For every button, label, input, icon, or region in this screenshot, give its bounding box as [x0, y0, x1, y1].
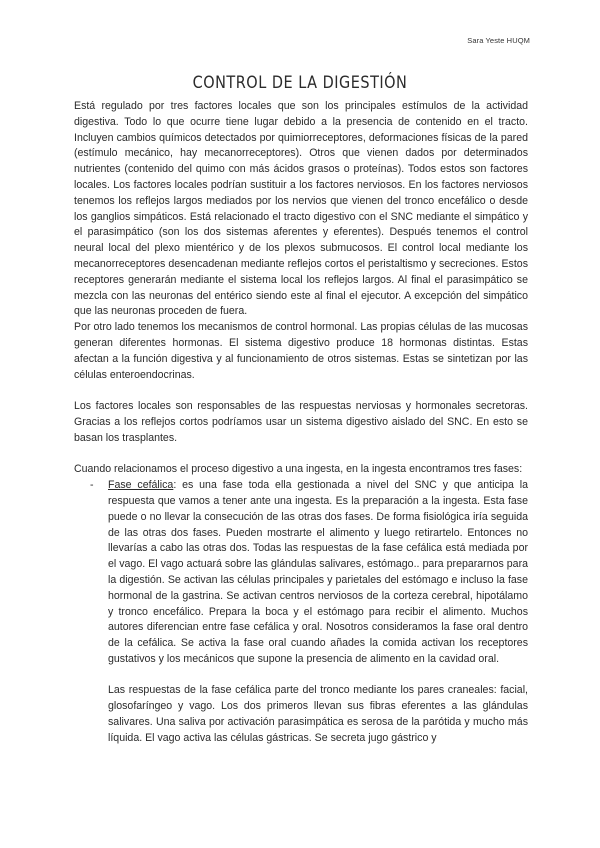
list-bullet: - [90, 479, 94, 492]
phase-description: : es una fase toda ella gestionada a nivel del SNC y que anticipa la respuesta que vamos a tener ante una ingesta. Es la preparación a la ingesta. Esta fase puede o no llevar la consecución de las otras dos fases. De forma fisiológica iría seguida de las otras dos fases. Pueden mostrarte el alimento y luego retirartelo. Entonces no llevarías a cabo las otras dos. Todas las respuestas de la fase cefálica está mediada por el vago. El vago actuará sobre las glándulas salivares, estómago.. para prepararnos para la digestión. Se activan las células principales y parietales del estómago e incluso la fase hormonal de la gastrina. Se activan centros nerviosos de la corteza cerebral, hipotálamo y tronco encefálico. Prepara la boca y el estómago para recibir el alimento. Muchos autores diferencian entre fase cefálica y oral. Nosotros consideramos la fase oral dentro de la cefálica. Se activa la fase oral cuando añades la comida activan los receptores gustativos y los mecánicos que supone la presencia de alimento en la cavidad oral. [108, 479, 528, 665]
phase-term: Fase cefálica [108, 479, 174, 492]
document-title: CONTROL DE LA DIGESTIÓN [192, 73, 408, 93]
spacer [74, 383, 528, 399]
paragraph-local-factors: Está regulado por tres factores locales que son los principales estímulos de la actividad digestiva. Todo lo que ocurre tiene lugar debido a la presencia de contenido en el tracto. Incluyen cambios químicos detectados por quimiorreceptores, deformaciones físicas de la pared (estímulo mecánico, hay mecanorreceptores). Otros que vienen dados por determinados nutrientes (contenido del quimo con más ácidos grasos o proteínas). Todos estos son factores locales. Los factores locales podrían sustituir a los factores nerviosos. En los factores nerviosos tenemos los reflejos largos mediados por los nervios que vienen del tronco encefálico o desde los ganglios simpáticos. Está relacionado el tracto digestivo con el SNC mediante el simpático y el parasimpático (son los dos sistemas aferentes y eferentes). Después tenemos el control neural local del plexo mientérico y de los plexos submucosos. El control local mediante los mecanorreceptores desencadenan mediante reflejos cortos el peristaltismo y secreciones. Estos receptores generarán mediante el sistema local los reflejos largos. Al final el parasimpático se mezcla con las neuronas del entérico siendo este al final el ejecutor. A excepción del simpático que las neuronas proceden de fuera. [74, 100, 528, 318]
paragraph-hormonal-control: Por otro lado tenemos los mecanismos de control hormonal. Las propias células de las mucosas generan diferentes hormonas. El sistema digestivo produce 18 hormonas distintas. Estas afectan a la función digestiva y al funcionamiento de otros sistemas. Estas se sintetizan por las células enteroendocrinas. [74, 321, 528, 381]
paragraph-phases-intro: Cuando relacionamos el proceso digestivo a una ingesta, en la ingesta encontramos tres fases: [74, 463, 523, 476]
list-item-cephalic-phase [108, 478, 528, 668]
list-subparagraph: Las respuestas de la fase cefálica parte del tronco mediante los pares craneales: facial, glosofaríngeo y vago. Los dos primeros llevan sus fibras eferentes a las glándulas salivares. Una saliva por activación parasimpática es serosa de la parótida y mucho más líquida. El vago activa las células gástricas. Se secreta jugo gástrico y [108, 684, 528, 744]
paragraph-responses: Los factores locales son responsables de las respuestas nerviosas y hormonales secretoras. Gracias a los reflejos cortos podríamos usar un sistema digestivo aislado del SNC. En esto se basan los trasplantes. [74, 400, 528, 444]
phases-list [74, 478, 528, 747]
spacer [74, 447, 528, 463]
document-body [74, 99, 528, 747]
author-header: Sara Yeste HUQM [467, 36, 530, 45]
